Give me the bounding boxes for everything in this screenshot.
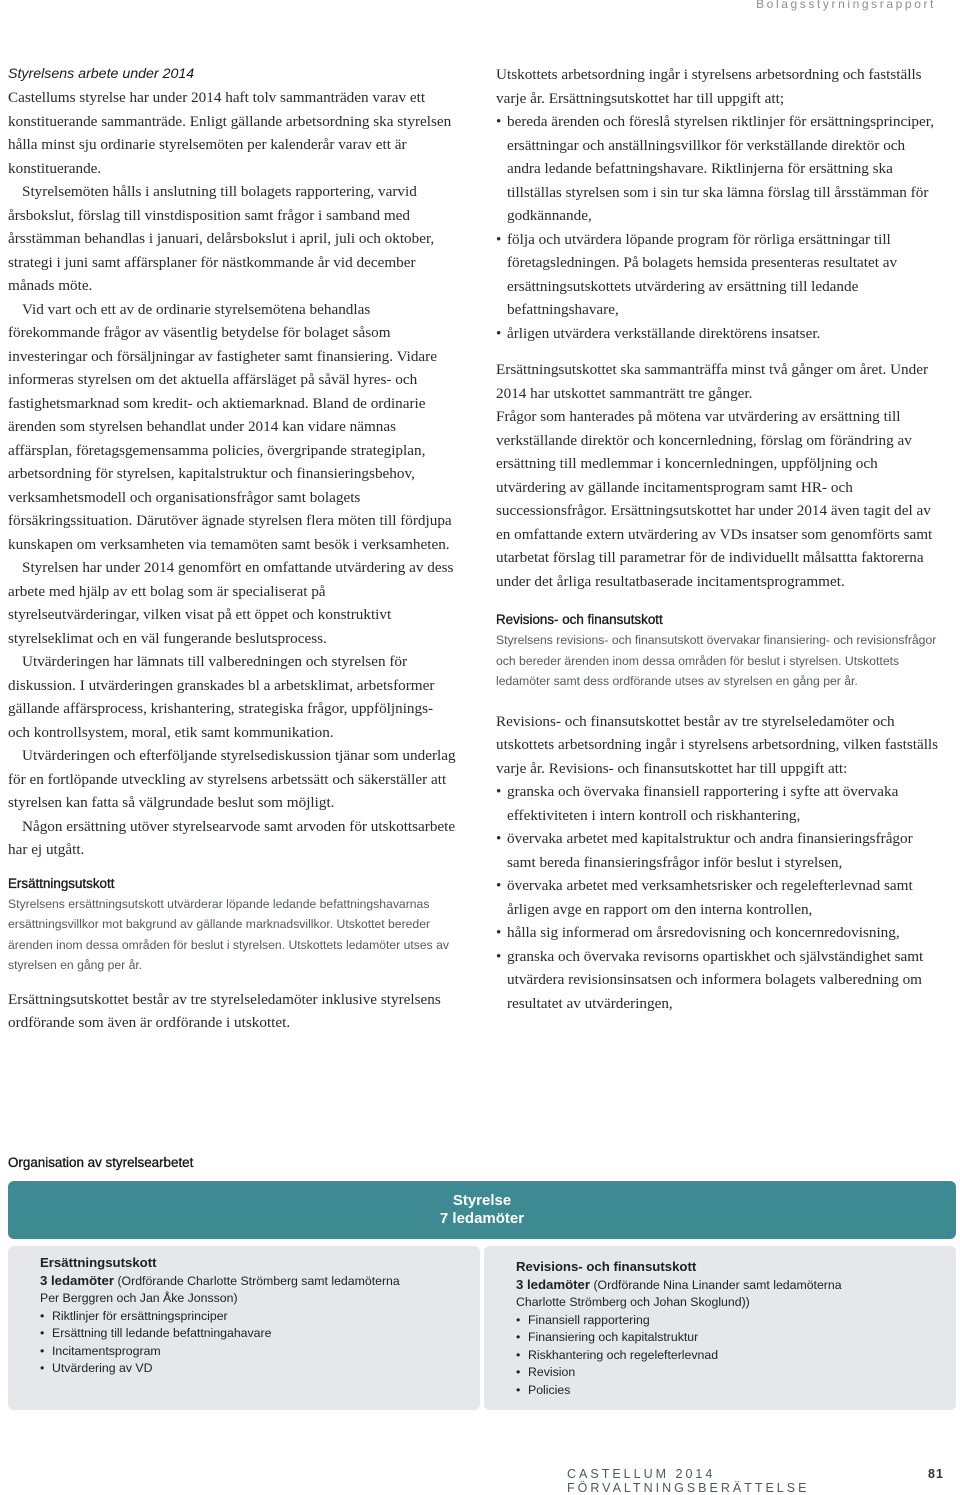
list-item: • Ersättning till ledande befattningahavare (40, 1325, 480, 1343)
committee-title: Revisions- och finansutskott (516, 1259, 697, 1274)
paragraph: Utvärderingen och efterföljande styrelsediskussion tjänar som underlag för en fortlöpande utveckling av styrelsens arbetssätt och säkerställer att styrelsen kan fatta så välgrundade beslut som möjligt. (8, 747, 456, 811)
committee-members (516, 1276, 956, 1295)
paragraph: Castellums styrelse har under 2014 haft tolv sammanträden varav ett konstituerande sammanträde. Enligt gällande arbetsordning ska styrelsen hålla minst sju ordinarie styrelsemöten per kalenderår varav ett är konstituerande. (8, 89, 452, 177)
list-item: • bereda ärenden och föreslå styrelsen riktlinjer för ersättningsprinciper, ersättningar och anställningsvillkor för verkställande direktör och andra ledande befattningshavare. Riktlinjerna för ersättning ska tillställas styrelsen som i sin tur ska lämna förslag till årsstämman för godkännande, (496, 110, 942, 228)
right-column (496, 63, 942, 1015)
paragraph: Vid vart och ett av de ordinarie styrelsemötena behandlas förekommande frågor av väsentlig betydelse för bolaget såsom investeringar och försäljningar av fastigheter samt finansiering. Vidare informeras styrelsen om det aktuella affärsläget på såväl hyres- och fastighetsmarknad som kredit- och aktiemarknad. Bland de ordinarie ärenden som styrelsen behandlat under 2014 kan vidare nämnas affärsplan, företagsgemensamma policies, övergripande strategiplan, arbetsordning för styrelsen, kapitalstruktur och finansieringsbehov, verksamhetsmodell och organisationsfrågor samt bolagets försäkringssituation. Därutöver ägnade styrelsen flera möten till fördjupa kunskapen om verksamheten via temamöten samt besök i verksamheten. (8, 300, 452, 553)
paragraph: Någon ersättning utöver styrelsearvode samt arvoden för utskottsarbete har ej utgått. (8, 817, 456, 858)
lead-text: Styrelsens revisions- och finansutskott övervakar finansiering- och revisionsfrågor och bereder ärenden inom dessa områden för beslut i styrelsen. Utskottets ledamöter samt dess ordförande utses av styrelsen en gång per år. (496, 633, 937, 688)
list-item: • Utvärdering av VD (40, 1360, 480, 1378)
list-item: • Policies (516, 1382, 956, 1400)
paragraph: Ersättningsutskottet ska sammanträffa minst två gånger om året. Under 2014 har utskottet sammanträtt tre gånger. (496, 361, 929, 402)
committee-members (40, 1272, 480, 1291)
list-item: • övervaka arbetet med kapitalstruktur och andra finansieringsfrågor samt bereda finansieringsfrågor inför beslut i styrelsen, (496, 827, 942, 874)
board-label: Styrelse (452, 1192, 512, 1209)
members-text: (Ordförande Nina Linander samt ledamöterna (590, 1277, 842, 1292)
members-text: (Ordförande Charlotte Strömberg samt ledamöterna (114, 1273, 400, 1288)
bullet-list-compensation (496, 110, 942, 345)
member-count: 3 ledamöter (516, 1276, 591, 1292)
list-item: • Finansiell rapportering (516, 1312, 956, 1330)
bullet-list-audit (496, 780, 942, 1015)
left-column (8, 63, 458, 1035)
page-number: 81 (928, 1467, 944, 1481)
board-box (8, 1181, 956, 1239)
committee-title: Ersättningsutskott (40, 1255, 157, 1270)
list-item: • Riktlinjer för ersättningsprinciper (40, 1308, 480, 1326)
paragraph: Revisions- och finansutskottet består av tre styrelseledamöter och utskottets arbetsordning ingår i styrelsens arbetsordning, vilken fastställs varje år. Revisions- och finansutskottet har till uppgift att: (496, 712, 939, 777)
section-heading-audit: Revisions- och finansutskott (496, 612, 663, 627)
audit-committee-box (484, 1246, 956, 1410)
list-item: • granska och övervaka revisorns opartiskhet och självständighet samt utvärdera revisionsinsatsen och informera bolagets valberedning om resultatet av utvärderingen, (496, 945, 942, 1016)
members-text: Charlotte Strömberg och Johan Skoglund)) (516, 1295, 750, 1309)
member-count: 3 ledamöter (40, 1272, 115, 1288)
board-member-count: 7 ledamöter (439, 1210, 525, 1227)
paragraph: Utvärderingen har lämnats till valberedningen och styrelsen för diskussion. I utvärderingen granskades bl a arbetsklimat, arbetsformer gällande affärsprocess, krishantering, strategiska frågor, uppföljnings- och kontrollsystem, moral, etik samt kommunikation. (8, 653, 435, 741)
footer-text: CASTELLUM 2014 FÖRVALTNINGSBERÄTTELSE (567, 1467, 810, 1495)
list-item: • hålla sig informerad om årsredovisning och koncernredovisning, (496, 921, 942, 945)
section-heading-compensation: Ersättningsutskott (8, 875, 115, 891)
committee-task-list (40, 1308, 480, 1378)
paragraph: Frågor som hanterades på mötena var utvärdering av ersättning till verkställande direktör och koncernledning, förslag om förändring av ersättning till medlemmar i koncernledningen, uppföljning och utvärdering av gällande incitamentsprogram samt HR- och successionsfrågor. Ersättningsutskottet har under 2014 även tagit del av en omfattande extern utvärdering av VDs insatser som genomförts samt utarbetat förslag till parametrar för de individuellt målsattta faktorerna under det årliga resultatbaserade incitamentsprogrammet. (496, 408, 933, 590)
list-item: • Riskhantering och regelefterlevnad (516, 1347, 956, 1365)
list-item: • Incitamentsprogram (40, 1343, 480, 1361)
list-item: • granska och övervaka finansiell rapportering i syfte att övervaka effektiviteten i intern kontroll och riskhantering, (496, 780, 942, 827)
list-item: • Revision (516, 1364, 956, 1382)
section-heading-board-work: Styrelsens arbete under 2014 (8, 66, 195, 82)
list-item: • följa och utvärdera löpande program för rörliga ersättningar till företagsledningen. På bolagets hemsida presenteras resultatet av ersättningsutskottets utvärdering av ersättning till ledande befattningshavare, (496, 228, 942, 322)
members-text: Per Berggren och Jan Åke Jonsson) (40, 1291, 238, 1305)
org-chart-title: Organisation av styrelsearbetet (8, 1155, 194, 1170)
committee-task-list (516, 1312, 956, 1400)
compensation-committee-box (8, 1246, 480, 1410)
list-item: • Finansiering och kapitalstruktur (516, 1329, 956, 1347)
list-item: • övervaka arbetet med verksamhetsrisker och regelefterlevnad samt årligen avge en rapport om den interna kontrollen, (496, 874, 942, 921)
running-head: Bolagsstyrningsrapport (756, 0, 936, 11)
paragraph: Styrelsemöten hålls i anslutning till bolagets rapportering, varvid årsbokslut, förslag till vinstdisposition samt frågor i samband med årsstämman behandlas i januari, delårsbokslut i april, juli och oktober, strategi i juni samt affärsplaner för nästkommande år vid december månads möte. (8, 183, 435, 294)
paragraph: Ersättningsutskottet består av tre styrelseledamöter inklusive styrelsens ordförande som även är ordförande i utskottet. (8, 990, 441, 1031)
paragraph: Styrelsen har under 2014 genomfört en omfattande utvärdering av dess arbete med hjälp av ett bolag som är specialiserat på styrelseutvärderingar, vilken visat på ett öppet och konstruktivt styrelseklimat och en väl fungerande beslutsprocess. (8, 559, 454, 647)
lead-text: Styrelsens ersättningsutskott utvärderar löpande ledande befattningshavarnas ersättningsvillkor mot bakgrund av gällande marknadsvillkor. Utskottet bereder ärenden inom dessa områden för beslut i styrelsen. Utskottets ledamöter utses av styrelsen en gång per år. (8, 896, 449, 972)
paragraph: Utskottets arbetsordning ingår i styrelsens arbetsordning och fastställs varje år. Ersättningsutskottet har till uppgift att; (496, 66, 922, 107)
list-item: • årligen utvärdera verkställande direktörens insatser. (496, 322, 942, 346)
